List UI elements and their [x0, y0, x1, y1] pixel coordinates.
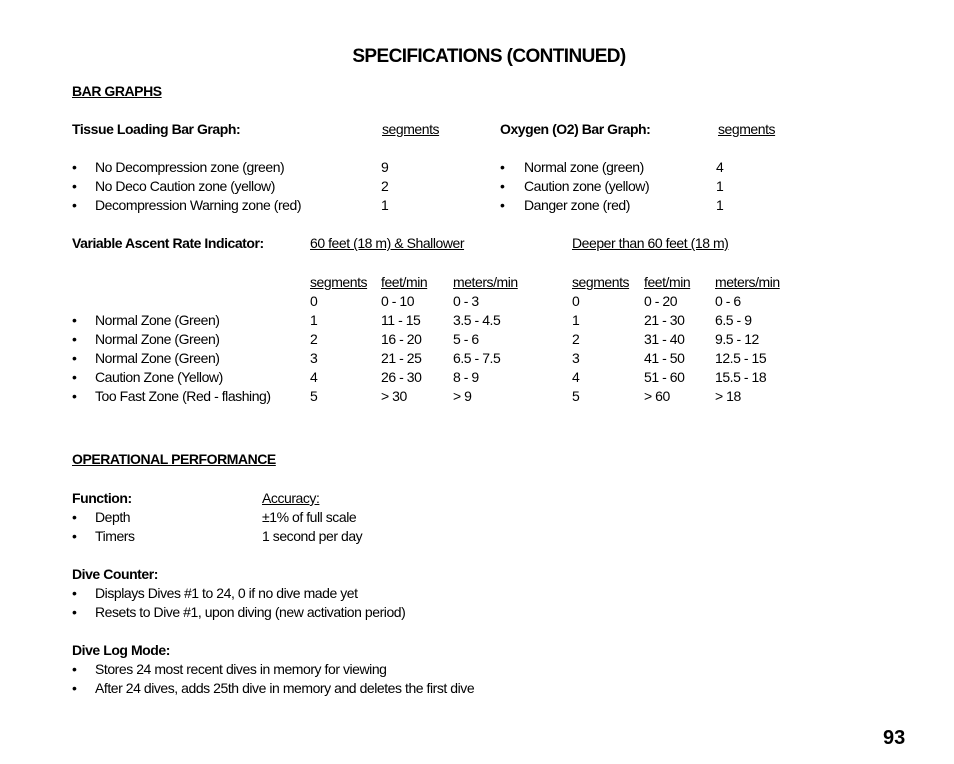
dive-log-mode-label: Dive Log Mode: [72, 642, 170, 658]
function-label: Function: [72, 490, 132, 506]
ascent-cell: 0 - 20 [644, 293, 678, 309]
oxygen-bar-graph-label: Oxygen (O2) Bar Graph: [500, 121, 651, 137]
ascent-col-header: segments [572, 274, 630, 290]
function-row-value: ±1% of full scale [262, 509, 357, 525]
bullet: • [500, 159, 505, 175]
ascent-cell: 3 [572, 350, 580, 366]
ascent-cell: > 18 [715, 388, 741, 404]
bullet: • [72, 369, 77, 385]
page-title: SPECIFICATIONS (CONTINUED) [352, 46, 626, 67]
bullet: • [72, 388, 77, 404]
tissue-row-value: 2 [381, 178, 389, 194]
bullet: • [72, 680, 77, 696]
bullet: • [72, 585, 77, 601]
dive-counter-item: Displays Dives #1 to 24, 0 if no dive made yet [95, 585, 358, 601]
bar-graphs-heading: BAR GRAPHS [72, 83, 162, 99]
ascent-cell: 31 - 40 [644, 331, 685, 347]
ascent-row-label: Too Fast Zone (Red - flashing) [95, 388, 271, 404]
oxygen-segments-header: segments [718, 121, 776, 137]
ascent-cell: 1 [572, 312, 580, 328]
bullet: • [72, 197, 77, 213]
accuracy-label: Accuracy: [262, 490, 320, 506]
ascent-cell: 21 - 30 [644, 312, 685, 328]
tissue-segments-header: segments [382, 121, 440, 137]
oxygen-row-label: Normal zone (green) [524, 159, 644, 175]
ascent-cell: 41 - 50 [644, 350, 685, 366]
ascent-cell: 3.5 - 4.5 [453, 312, 501, 328]
ascent-cell: 11 - 15 [381, 312, 421, 328]
ascent-cell: 16 - 20 [381, 331, 422, 347]
ascent-cell: > 60 [644, 388, 670, 404]
page-number: 93 [883, 727, 906, 749]
ascent-col-header: meters/min [715, 274, 780, 290]
ascent-cell: 0 - 10 [381, 293, 415, 309]
oxygen-row-value: 4 [716, 159, 724, 175]
bullet: • [72, 661, 77, 677]
ascent-row-label: Normal Zone (Green) [95, 350, 220, 366]
ascent-cell: 4 [572, 369, 580, 385]
bullet: • [72, 528, 77, 544]
ascent-cell: 9.5 - 12 [715, 331, 759, 347]
ascent-group-deep-header: Deeper than 60 feet (18 m) [572, 235, 729, 251]
tissue-row-label: No Deco Caution zone (yellow) [95, 178, 275, 194]
ascent-cell: 2 [310, 331, 318, 347]
bullet: • [72, 159, 77, 175]
dive-log-item: Stores 24 most recent dives in memory for viewing [95, 661, 387, 677]
ascent-cell: 2 [572, 331, 580, 347]
ascent-cell: 12.5 - 15 [715, 350, 767, 366]
bullet: • [72, 350, 77, 366]
ascent-col-header: segments [310, 274, 368, 290]
bullet: • [500, 197, 505, 213]
ascent-cell: 15.5 - 18 [715, 369, 767, 385]
ascent-cell: 26 - 30 [381, 369, 422, 385]
ascent-cell: > 9 [453, 388, 472, 404]
ascent-cell: > 30 [381, 388, 407, 404]
bullet: • [72, 178, 77, 194]
tissue-row-label: No Decompression zone (green) [95, 159, 285, 175]
ascent-cell: 5 - 6 [453, 331, 479, 347]
ascent-col-header: feet/min [644, 274, 691, 290]
ascent-cell: 1 [310, 312, 318, 328]
ascent-row-label: Normal Zone (Green) [95, 331, 220, 347]
function-row-label: Depth [95, 509, 131, 525]
ascent-col-header: feet/min [381, 274, 428, 290]
tissue-row-value: 1 [381, 197, 389, 213]
tissue-row-value: 9 [381, 159, 389, 175]
ascent-cell: 6.5 - 7.5 [453, 350, 501, 366]
ascent-cell: 0 [310, 293, 318, 309]
ascent-cell: 5 [572, 388, 580, 404]
dive-counter-label: Dive Counter: [72, 566, 158, 582]
bullet: • [72, 509, 77, 525]
ascent-cell: 5 [310, 388, 318, 404]
ascent-row-label: Normal Zone (Green) [95, 312, 220, 328]
function-row-value: 1 second per day [262, 528, 363, 544]
tissue-row-label: Decompression Warning zone (red) [95, 197, 302, 213]
oxygen-row-label: Danger zone (red) [524, 197, 630, 213]
ascent-cell: 51 - 60 [644, 369, 685, 385]
dive-log-item: After 24 dives, adds 25th dive in memory and deletes the first dive [95, 680, 475, 696]
ascent-cell: 6.5 - 9 [715, 312, 752, 328]
ascent-col-header: meters/min [453, 274, 518, 290]
bullet: • [72, 312, 77, 328]
bullet: • [500, 178, 505, 194]
ascent-cell: 4 [310, 369, 318, 385]
ascent-cell: 0 - 3 [453, 293, 479, 309]
ascent-rate-label: Variable Ascent Rate Indicator: [72, 235, 264, 251]
function-row-label: Timers [95, 528, 135, 544]
tissue-bar-graph-label: Tissue Loading Bar Graph: [72, 121, 241, 137]
bullet: • [72, 604, 77, 620]
oxygen-row-value: 1 [716, 197, 724, 213]
ascent-cell: 3 [310, 350, 318, 366]
ascent-cell: 0 [572, 293, 580, 309]
ascent-cell: 8 - 9 [453, 369, 479, 385]
ascent-cell: 21 - 25 [381, 350, 422, 366]
ascent-group-shallow-header: 60 feet (18 m) & Shallower [310, 235, 465, 251]
operational-performance-heading: OPERATIONAL PERFORMANCE [72, 451, 276, 467]
oxygen-row-label: Caution zone (yellow) [524, 178, 650, 194]
oxygen-row-value: 1 [716, 178, 724, 194]
bullet: • [72, 331, 77, 347]
ascent-cell: 0 - 6 [715, 293, 741, 309]
ascent-row-label: Caution Zone (Yellow) [95, 369, 223, 385]
dive-counter-item: Resets to Dive #1, upon diving (new activation period) [95, 604, 406, 620]
